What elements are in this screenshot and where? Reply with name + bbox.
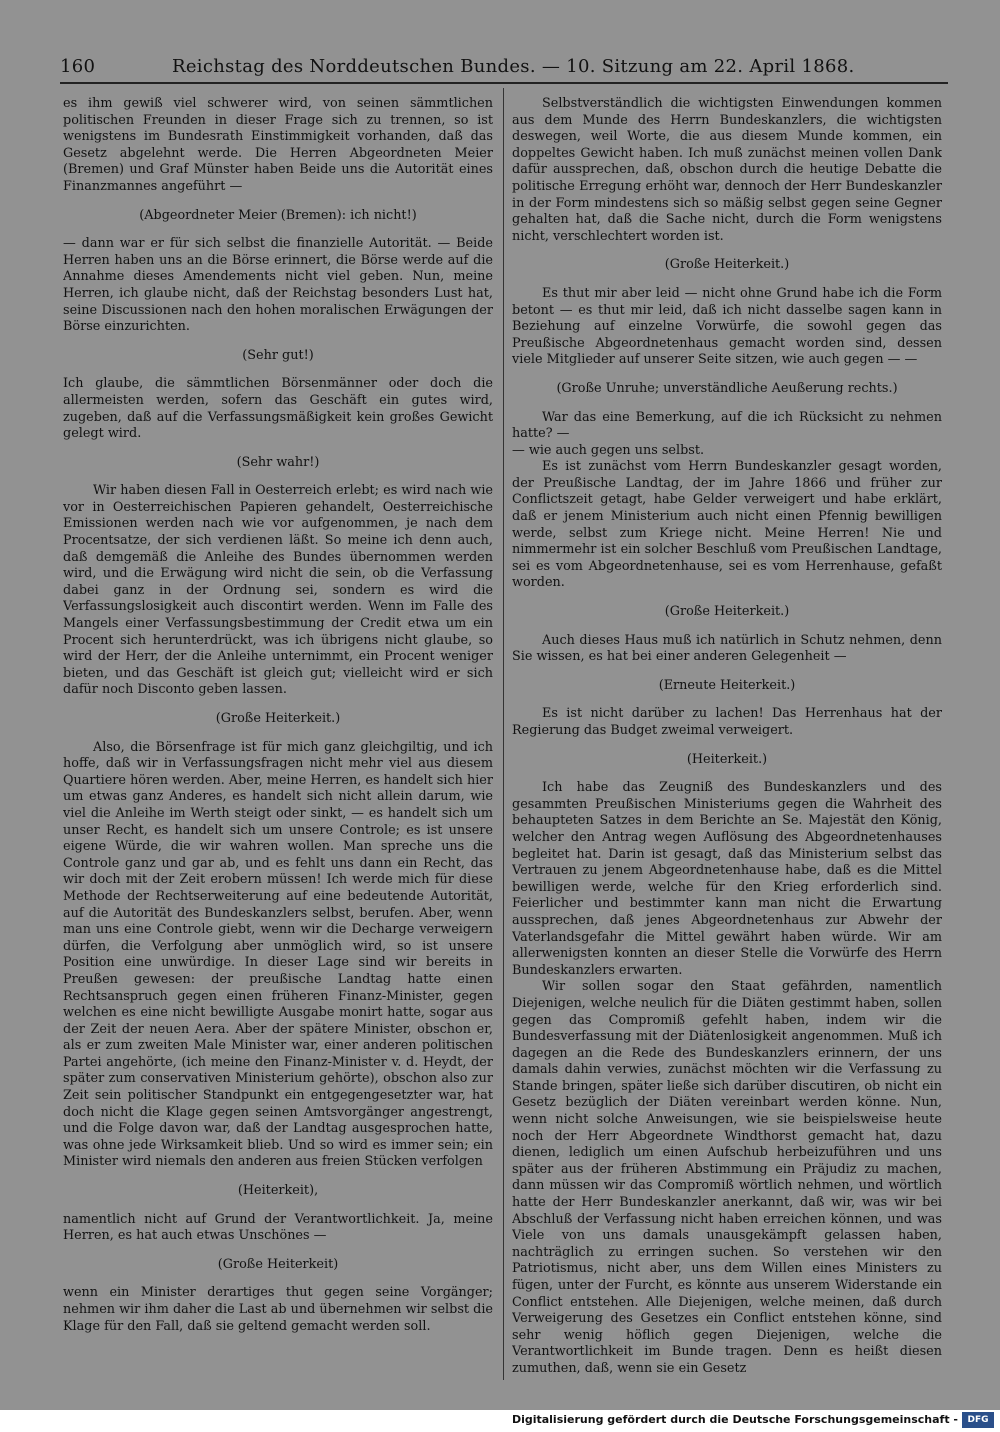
page-number: 160 xyxy=(60,56,96,77)
stage-direction: (Heiterkeit), xyxy=(237,1183,319,1199)
speech-paragraph: Auch dieses Haus muß ich natürlich in Schutz nehmen, denn Sie wissen, es hat bei einer anderen Gelegenheit — xyxy=(512,632,942,665)
speech-text: — wie auch gegen uns selbst. xyxy=(512,442,705,458)
speech-paragraph: Selbstverständlich die wichtigsten Einwendungen kommen aus dem Munde des Herrn Bundeskanzlers, die wichtigsten deswegen, weil Worte, die aus diesem Munde kommen, ein doppeltes Gewicht haben. Ich muß zunächst meinen vollen Dank dafür aussprechen, daß, obschon durch die heutige Debatte die politische Erregung erhöht war, dennoch der Herr Bundeskanzler in der Form mindestens sich so mäßig selbst gegen seine Gegner gehalten hat, daß die Sache nicht, durch die Form wenigstens nicht, verschlechtert worden ist. xyxy=(512,96,942,244)
speech-paragraph: Es thut mir aber leid — nicht ohne Grund habe ich die Form betont — es thut mir leid, daß ich nicht dasselbe sagen kann in Beziehung auf einzelne Vorwürfe, die sowohl gegen das Preußische Abgeordnetenhaus gemacht worden sind, dessen viele Mitglieder auf unserer Seite sitzen, wie auch gegen — — xyxy=(512,285,942,368)
header-rule xyxy=(60,82,948,84)
speech-text: wenn ein Minister derartiges thut gegen seine Vorgänger; nehmen wir ihm daher die Last ab und übernehmen wir selbst die Klage für den Fall, daß sie geltend gemacht werden soll. xyxy=(63,1285,493,1334)
stage-direction: (Abgeordneter Meier (Bremen): ich nicht!) xyxy=(139,207,417,223)
stage-direction: (Sehr gut!) xyxy=(242,347,314,363)
right-column xyxy=(512,96,942,1380)
stage-direction: (Große Heiterkeit.) xyxy=(664,604,790,620)
footer-credit: Digitalisierung gefördert durch die Deutsche Forschungsgemeinschaft - xyxy=(511,1413,958,1426)
speech-paragraph: Wir haben diesen Fall in Oesterreich erlebt; es wird nach wie vor in Oesterreichischen Papieren gehandelt, Oesterreichische Emissionen werden nach wie vor aufgenommen, je nach dem Procentsatze, der sich verdienen läßt. So meine ich denn auch, daß demgemäß die Anleihe des Bundes übernommen werden wird, und die Erwägung wird nicht die sein, ob die Verfassung dabei ganz in der Ordnung sei, sondern es wird die Verfassungslosigkeit auch discontirt werden. Wenn im Falle des Mangels einer Verfassungsbestimmung der Credit etwa um ein Procent sich herunterdrückt, was ich übrigens nicht glaube, so wird der Herr, der die Anleihe unternimmt, ein Procent weniger bieten, und das Geschäft ist gleich gut; vielleicht wird er sich dafür noch Disconto geben lassen. xyxy=(63,483,493,698)
dfg-logo: DFG xyxy=(962,1412,994,1428)
stage-direction: (Heiterkeit.) xyxy=(686,751,768,767)
stage-direction: (Große Heiterkeit.) xyxy=(215,711,341,726)
stage-direction: (Große Heiterkeit.) xyxy=(664,257,790,273)
speech-paragraph: Ich habe das Zeugniß des Bundeskanzlers und des gesammten Preußischen Ministeriums gegen die Wahrheit des behaupteten Satzes in dem Berichte an Se. Majestät den König, welcher den Antrag wegen Auflösung des Abgeordnetenhauses begleitet hat. Darin ist gesagt, daß das Ministerium selbst das Vertrauen zu jenem Abgeordnetenhause habe, daß es die Mittel bewilligen werde, welche für den Krieg erforderlich sind. Feierlicher und bestimmter kann man nicht die Erwartung aussprechen, daß jenes Abgeordnetenhaus zur Abwehr der Vaterlandsgefahr die Mittel gewährt haben würde. Wir am allerwenigsten konnten an dieser Stelle die Vorwürfe des Herrn Bundeskanzlers erwarten. xyxy=(512,780,942,978)
speech-paragraph: Wir sollen sogar den Staat gefährden, namentlich Diejenigen, welche neulich für die Diäten gestimmt haben, sollen gegen das Compromiß gefehlt haben, indem wir die Bundesverfassung mit der Diätenlosigkeit angenommen. Muß ich dagegen an die Rede des Bundeskanzlers erinnern, der uns damals dahin verwies, zunächst möchten wir die Verfassung zu Stande bringen, später ließe sich darüber discutiren, ob nicht ein Gesetz bezüglich der Diäten vereinbart werden könne. Nun, wenn nicht solche Anweisungen, wie sie beispielsweise heute noch der Herr Abgeordnete Windthorst gemacht hat, dazu dienen, lediglich um einen Aufschub herbeizuführen und uns später aus der früheren Abstimmung ein Präjudiz zu machen, dann müssen wir das Compromiß wörtlich nehmen, und wörtlich hatte der Herr Bundeskanzler anerkannt, daß wir, was wir bei Abschluß der Verfassung nicht haben erreichen können, und was Viele von uns damals unausgekämpft gelassen haben, nachträglich zu erringen suchen. So verstehen wir den Patriotismus, nicht aber, uns dem Willen eines Ministers zu fügen, unter der Furcht, es könnte aus unserem Widerstande ein Conflict entstehen. Alle Diejenigen, welche meinen, daß durch Verweigerung des Gesetzes ein Conflict entstehen könne, sind sehr wenig höflich gegen Diejenigen, welche die Verantwortlichkeit im Bunde tragen. Denn es heißt diesen zumuthen, daß, wenn sie ein Gesetz xyxy=(512,979,942,1376)
left-column xyxy=(63,96,493,1380)
stage-direction: (Große Unruhe; unverständliche Aeußerung rechts.) xyxy=(556,380,898,396)
speech-text: Ich glaube, die sämmtlichen Börsenmänner oder doch die allermeisten werden, sofern das Geschäft ein gutes wird, zugeben, daß auf die Verfassungsmäßigkeit kein großes Gewicht gelegt wird. xyxy=(63,376,493,442)
footer xyxy=(0,1410,1000,1432)
page-header xyxy=(60,56,948,82)
speech-text: — dann war er für sich selbst die finanzielle Autorität. — Beide Herren haben uns an die Börse erinnert, die Börse werde auf die Annahme dieses Amendements nicht viel geben. Nun, meine Herren, ich glaube nicht, daß der Reichstag besonders Lust hat, seine Discussionen nach den hohen moralischen Erwägungen der Börse einzurichten. xyxy=(63,236,493,335)
stage-direction: (Sehr wahr!) xyxy=(236,454,320,470)
stage-direction: (Große Heiterkeit) xyxy=(217,1256,339,1272)
running-title: Reichstag des Norddeutschen Bundes. — 10. Sitzung am 22. April 1868. xyxy=(172,56,855,77)
speech-text: es ihm gewiß viel schwerer wird, von seinen sämmtlichen politischen Freunden in dieser Frage sich zu trennen, so ist wenigstens im Bundesrath Einstimmigkeit vorhanden, daß das Gesetz abgelehnt werde. Die Herren Abgeordneten Meier (Bremen) und Graf Münster haben Beide uns die Autorität eines Finanzmannes angeführt — xyxy=(63,96,493,194)
speech-paragraph: Also, die Börsenfrage ist für mich ganz gleichgiltig, und ich hoffe, daß wir in Verfassungsfragen nicht mehr viel aus diesem Quartiere hören werden. Aber, meine Herren, es handelt sich hier um etwas ganz Anderes, es handelt sich nicht allein darum, wie viel die Anleihe im Werth steigt oder sinkt, — es handelt sich um unser Recht, es handelt sich um unsere Controle; es ist unsere eigene Würde, die wir wahren wollen. Man spreche uns die Controle ganz und gar ab, und es fehlt uns dann ein Recht, das wir doch mit der Zeit erobern müssen! Ich werde mich für diese Methode der Rechtserweiterung auf eine bedeutende Autorität, auf die Autorität des Bundeskanzlers selbst, berufen. Aber, wenn man uns eine Controle giebt, wenn wir die Decharge verweigern dürfen, die Verfolgung aber unmöglich wird, so ist unsere Position eine unwürdige. In dieser Lage sind wir bereits in Preußen gewesen: der preußische Landtag hatte einen Rechtsanspruch gegen einen früheren Finanz-Minister, gegen welchen es eine nicht bewilligte Ausgabe monirt hatte, sogar aus der Zeit der neuen Aera. Aber der spätere Minister, obschon er, als er zum zweiten Male Minister war, einer anderen politischen Partei angehörte, (ich meine den Finanz-Minister v. d. Heydt, der später zum conservativen Ministerium gehörte), obschon also zur Zeit sein politischer Standpunkt ein entgegengesetzter war, hat doch nicht die Klage gegen seinen Amtsvorgänger angestrengt, und die Folge davon war, daß der Landtag ausgesprochen hatte, was ohne jede Wirksamkeit blieb. Und so wird es immer sein; ein Minister wird niemals den anderen aus freien Stücken verfolgen xyxy=(63,739,493,1170)
speech-paragraph: Es ist nicht darüber zu lachen! Das Herrenhaus hat der Regierung das Budget zweimal verweigert. xyxy=(512,706,942,738)
column-divider xyxy=(503,88,504,1380)
speech-text: namentlich nicht auf Grund der Verantwortlichkeit. Ja, meine Herren, es hat auch etwas Unschönes — xyxy=(63,1211,493,1244)
speech-paragraph: War das eine Bemerkung, auf die ich Rücksicht zu nehmen hatte? — xyxy=(512,409,942,442)
speech-paragraph: Es ist zunächst vom Herrn Bundeskanzler gesagt worden, der Preußische Landtag, der im Jahre 1866 und früher zur Conflictszeit getagt, habe Gelder verweigert und habe erklärt, daß er jenem Ministerium auch nicht einen Pfennig bewilligen werde, selbst zum Kriege nicht. Meine Herren! Nie und nimmermehr ist ein solcher Beschluß vom Preußischen Landtage, sei es vom Abgeordnetenhause, sei es vom Herrenhause, gefaßt worden. xyxy=(512,459,942,591)
stage-direction: (Erneute Heiterkeit.) xyxy=(658,677,796,693)
